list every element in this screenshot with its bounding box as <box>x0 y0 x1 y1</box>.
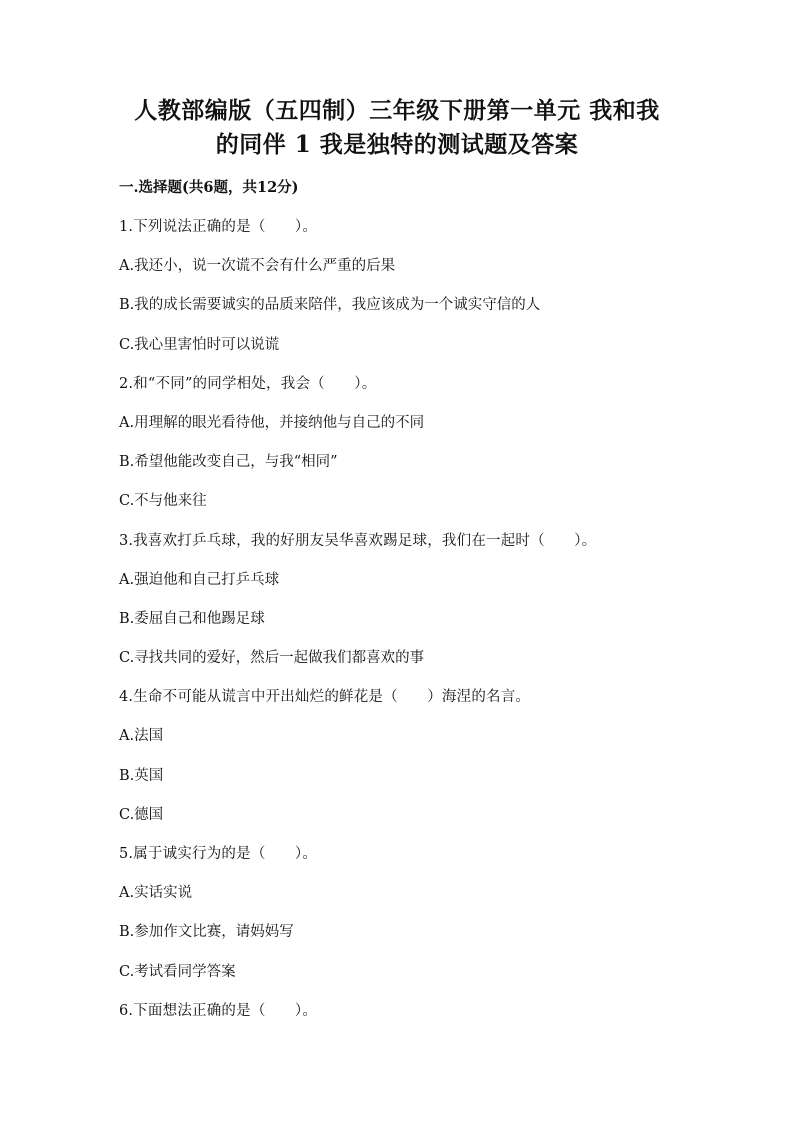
question-5-option-a: A.实话实说 <box>119 885 193 902</box>
question-2-option-a: A.用理解的眼光看待他，并接纳他与自己的不同 <box>119 414 425 431</box>
question-5-option-b: B.参加作文比赛，请妈妈写 <box>119 924 294 941</box>
question-1-stem: 1.下列说法正确的是（ ）。 <box>119 219 318 235</box>
title-line-1: 人教部编版（五四制）三年级下册第一单元 我和我 <box>134 97 660 124</box>
question-3-stem: 3.我喜欢打乒乓球，我的好朋友吴华喜欢踢足球，我们在一起时（ ）。 <box>119 532 597 549</box>
question-4-stem: 4.生命不可能从谎言中开出灿烂的鲜花是（ ）海涅的名言。 <box>119 689 531 706</box>
question-6-stem: 6.下面想法正确的是（ ）。 <box>119 1002 318 1019</box>
question-5-stem: 5.属于诚实行为的是（ ）。 <box>119 846 318 862</box>
section-heading: 一.选择题(共6题，共12分) <box>119 179 299 196</box>
question-3-option-b: B.委屈自己和他踢足球 <box>119 610 265 627</box>
title-line-2: 的同伴 1 我是独特的测试题及答案 <box>215 131 579 158</box>
document-title <box>110 94 684 162</box>
question-2-stem: 2.和“不同”的同学相处，我会（ ）。 <box>119 375 377 392</box>
question-5-option-c: C.考试看同学答案 <box>119 963 236 980</box>
question-4-option-a: A.法国 <box>119 728 164 745</box>
question-list <box>119 216 719 1039</box>
question-1-option-c: C.我心里害怕时可以说谎 <box>119 336 280 353</box>
question-4-option-b: B.英国 <box>119 767 164 784</box>
question-1-option-b: B.我的成长需要诚实的品质来陪伴，我应该成为一个诚实守信的人 <box>119 297 541 314</box>
question-1-option-a: A.我还小，说一次谎不会有什么严重的后果 <box>119 258 396 275</box>
question-2-option-b: B.希望他能改变自己，与我“相同” <box>119 454 338 471</box>
question-3-option-c: C.寻找共同的爱好，然后一起做我们都喜欢的事 <box>119 650 425 667</box>
question-3-option-a: A.强迫他和自己打乒乓球 <box>119 571 280 588</box>
question-2-option-c: C.不与他来往 <box>119 493 207 510</box>
question-4-option-c: C.德国 <box>119 806 164 823</box>
